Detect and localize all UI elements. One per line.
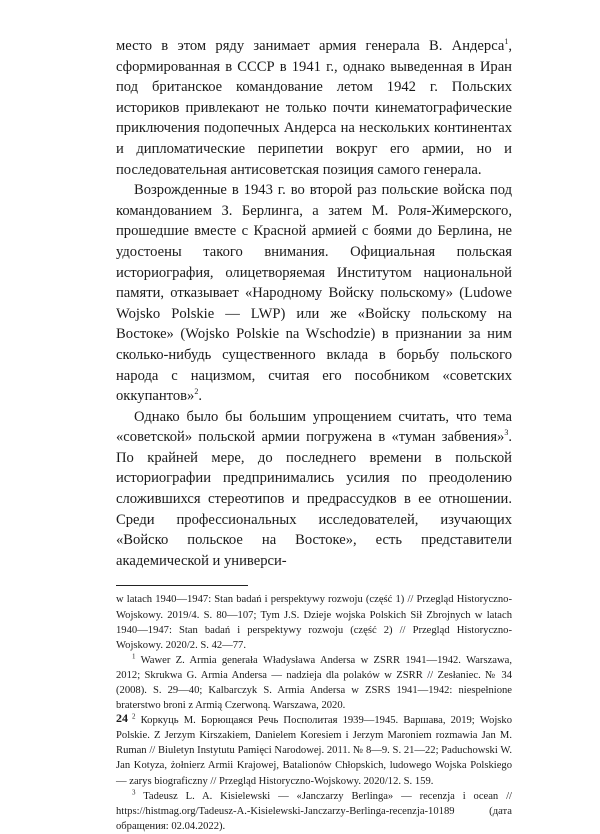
paragraph-1	[116, 36, 512, 180]
footnote-text: Wawer Z. Armia generała Władysława Andersa w ZSRR 1941—1942. Warszawa, 2012; Skrukwa G. Armia Andersa — nadzieja dla polaków w ZSRR // Zesłaniec. № 34 (2008). S. 29—40; Kalbarczyk S. Armia Andersa w ZSRS 1941—1942: niespełnione braterstwo broni z Armią Czerwoną. Warszawa, 2020.	[116, 654, 512, 712]
footnote-3	[116, 789, 512, 834]
paragraph-text: . По крайней мере, до последнего времени в польской историографии предпринимались усилия по преодолению сложившихся стереотипов и предрассудков в ее отношении. Среди профессиональных исследователей, изучающих «Войско польское на Востоке», есть представители академической и универси-	[116, 429, 512, 569]
footnote-number: 1	[132, 652, 136, 661]
page-body	[116, 36, 512, 834]
paragraph-text: .	[198, 388, 202, 405]
main-text	[116, 36, 512, 571]
footnote-ref-2: 2	[194, 387, 199, 397]
paragraph-3	[116, 407, 512, 572]
footnotes	[116, 592, 512, 834]
footnote-text: Tadeusz L. A. Kisielewski — «Janczarzy Berlinga» — recenzja i ocean // https://histmag.org/Tadeusz-A.-Kisielewski-Janczarzy-Berlinga-recenzja-10189 (дата обращения: 02.04.2022).	[116, 790, 512, 832]
paragraph-text: место в этом ряду занимает армия генерала В. Андерса	[116, 38, 505, 54]
footnote-ref-1: 1	[504, 37, 509, 47]
footnote-number: 2	[132, 712, 136, 721]
footnote-ref-3: 3	[504, 428, 509, 438]
footnote-number: 3	[132, 788, 136, 797]
page-number: 24	[116, 711, 128, 725]
paragraph-2	[116, 180, 512, 407]
footnote-divider	[116, 585, 248, 586]
paragraph-text: Однако было бы большим упрощением считать, что тема «советской» польской армии погружена в «туман забвения»	[116, 408, 512, 446]
paragraph-text: Возрожденные в 1943 г. во второй раз польские войска под командованием З. Берлинга, а затем М. Роля-Жимерского, прошедшие вместе с Красной армией с боями до Берлина, не удостоены такого внимания. Официальная польская историография, олицетворяемая Институтом национальной памяти, отказывает «Народному Войску польскому» (Ludowe Wojsko Polskie — LWP) или же «Войску польскому на Востоке» (Wojsko Polskie na Wschodzie) в признании за ним сколько-нибудь существенного вклада в борьбу польского народа с нацизмом, считая его пособником «советских оккупантов»	[116, 182, 512, 405]
footnote-1	[116, 653, 512, 713]
paragraph-text: , сформированная в СССР в 1941 г., однако выведенная в Иран под британское командование летом 1942 г. Польских историков привлекают не только почти кинематографические приключения подопечных Андерса на нескольких континентах и дипломатические перипетии вокруг его армии, но и последовательная антисоветская позиция самого генерала.	[116, 38, 512, 178]
footnote-text: Коркуць М. Борющаяся Речь Посполитая 1939—1945. Варшава, 2019; Wojsko Polskie. Z Jerzym Kirszakiem, Danielem Koresiem i Jerzym Maroniem rozmawia Jan M. Ruman // Biuletyn Instytutu Pamięci Narodowej. 2011. № 8—9. S. 21—22; Paduchowski W. Jan Kotyza, żołnierz Armii Krajowej, Batalionów Chłopskich, ludowego Wojska Polskiego — zarys biograficzny // Przegląd Historyczno-Wojskowy. 2020/12. S. 159.	[116, 715, 512, 787]
footnote-continuation: w latach 1940—1947: Stan badań i perspektywy rozwoju (część 1) // Przegląd Historyczno-Wojskowy. 2019/4. S. 80—107; Tym J.S. Dzieje wojska Polskich Sił Zbrojnych w latach 1940—1947: Stan badań i perspektywy rozwoju (część 2) // Przegląd Historyczno-Wojskowy. 2020/2. S. 42—77.	[116, 594, 512, 651]
footnote-2	[116, 713, 512, 788]
